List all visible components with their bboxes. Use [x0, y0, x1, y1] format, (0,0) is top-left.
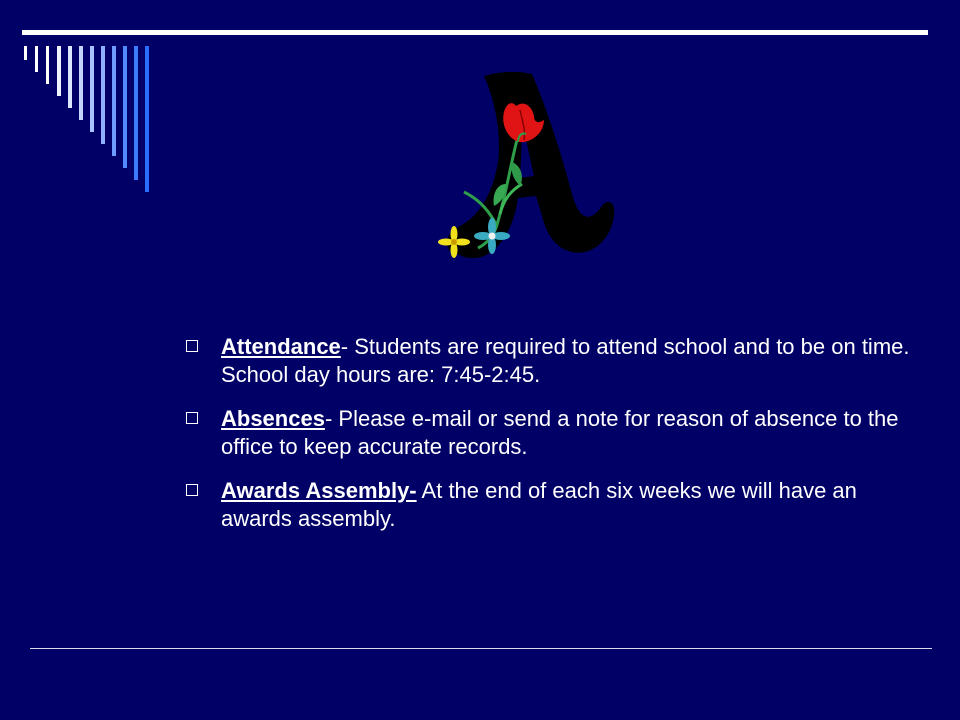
- accent-bar: [101, 46, 105, 144]
- bullet-item-absences: [186, 405, 916, 461]
- hollow-square-bullet-icon: [186, 484, 198, 496]
- accent-bar: [79, 46, 83, 120]
- accent-bar: [35, 46, 38, 72]
- bullet-text: [221, 405, 916, 461]
- decorative-bars: [0, 0, 160, 200]
- bullet-body: Students are required to attend school and to be on time. School day hours are: 7:45-2:45.: [221, 334, 910, 387]
- accent-bar: [134, 46, 138, 180]
- bullet-item-awards-assembly: [186, 477, 916, 533]
- bullet-term: Absences: [221, 406, 325, 431]
- initial-a-icon: [436, 66, 626, 278]
- bullet-separator: -: [340, 334, 349, 359]
- bullet-term: Attendance: [221, 334, 341, 359]
- accent-bar: [57, 46, 61, 96]
- accent-bar: [24, 46, 27, 60]
- accent-bar: [123, 46, 127, 168]
- bullet-body: Please e-mail or send a note for reason of absence to the office to keep accurate records.: [221, 406, 899, 459]
- bullet-item-attendance: [186, 333, 916, 389]
- bullet-separator: -: [324, 406, 333, 431]
- bottom-rule: [30, 648, 932, 649]
- bullet-text: [221, 477, 916, 533]
- bullet-term: Awards Assembly-: [221, 478, 417, 503]
- accent-bar: [145, 46, 149, 192]
- bullet-list: [186, 333, 916, 549]
- bullet-text: [221, 333, 916, 389]
- hollow-square-bullet-icon: [186, 340, 198, 352]
- accent-bar: [68, 46, 72, 108]
- accent-bar: [112, 46, 116, 156]
- hollow-square-bullet-icon: [186, 412, 198, 424]
- bullet-body: At the end of each six weeks we will have an awards assembly.: [221, 478, 857, 531]
- accent-bar: [90, 46, 94, 132]
- accent-bar: [46, 46, 49, 84]
